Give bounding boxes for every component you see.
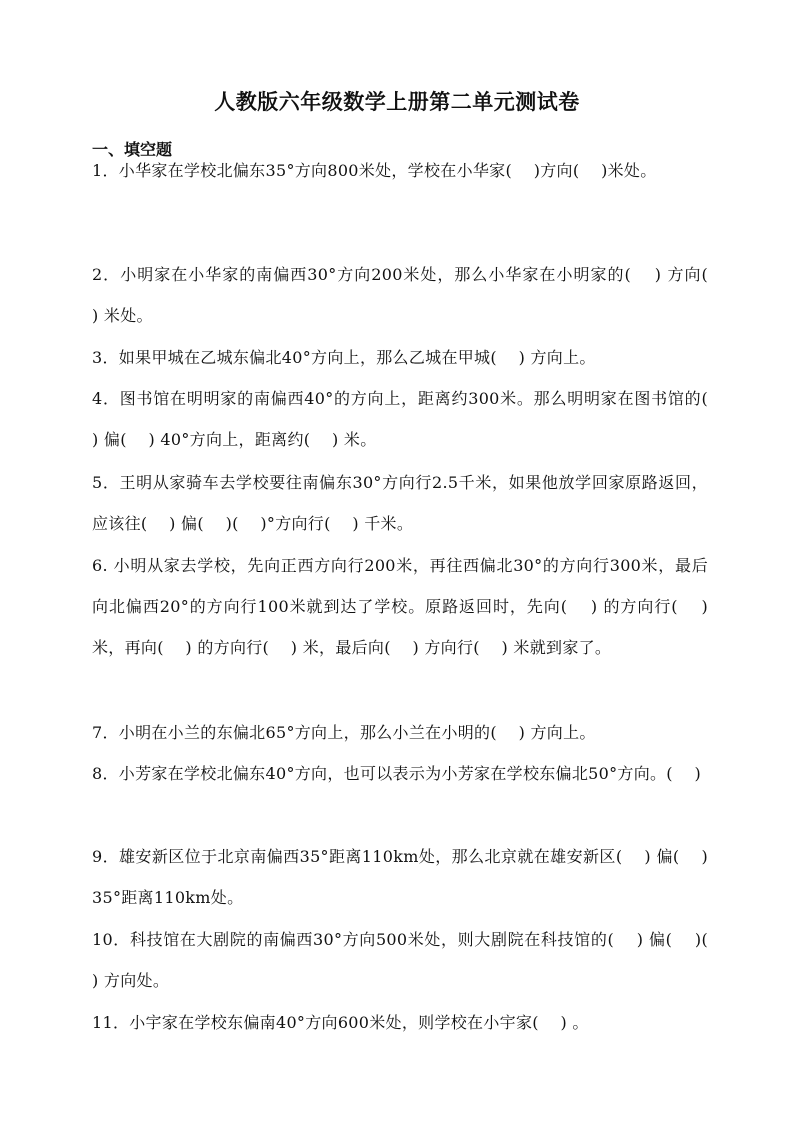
- question-item: 6. 小明从家去学校，先向正西方向行200米，再往西偏北30°的方向行300米，最后向北偏西20°的方向行100米就到达了学校。原路返回时，先向( ) 的方向行( ) 米，再向( ) 的方向行( ) 米，最后向( ) 方向行( ) 米就到家了。: [92, 556, 708, 657]
- question-item: 4．图书馆在明明家的南偏西40°的方向上，距离约300米。那么明明家在图书馆的( ) 偏( ) 40°方向上，距离约( ) 米。: [92, 389, 730, 449]
- question-item: 5．王明从家骑车去学校要往南偏东30°方向行2.5千米，如果他放学回家原路返回，应该往( ) 偏( )( )°方向行( ) 千米。: [92, 473, 708, 533]
- question-item: 11．小宇家在学校东偏南40°方向600米处，则学校在小宇家( ) 。: [92, 1013, 589, 1032]
- question-item: 9．雄安新区位于北京南偏西35°距离110km处，那么北京就在雄安新区( ) 偏( ) 35°距离110km处。: [92, 847, 708, 907]
- question-item: 10．科技馆在大剧院的南偏西30°方向500米处，则大剧院在科技馆的( ) 偏( )( ) 方向处。: [92, 930, 730, 990]
- question-item: 3．如果甲城在乙城东偏北40°方向上，那么乙城在甲城( ) 方向上。: [92, 348, 596, 367]
- question-item: 7．小明在小兰的东偏北65°方向上，那么小兰在小明的( ) 方向上。: [92, 723, 596, 742]
- question-item: 1．小华家在学校北偏东35°方向800米处，学校在小华家( )方向( )米处。: [92, 161, 657, 180]
- page-title: 人教版六年级数学上册第二单元测试卷: [214, 89, 580, 114]
- section-heading-fill-in-blank: 一、填空题: [92, 140, 173, 159]
- question-item: 8．小芳家在学校北偏东40°方向，也可以表示为小芳家在学校东偏北50°方向。( ): [92, 764, 702, 783]
- question-item: 2．小明家在小华家的南偏西30°方向200米处，那么小华家在小明家的( ) 方向( ) 米处。: [92, 265, 730, 325]
